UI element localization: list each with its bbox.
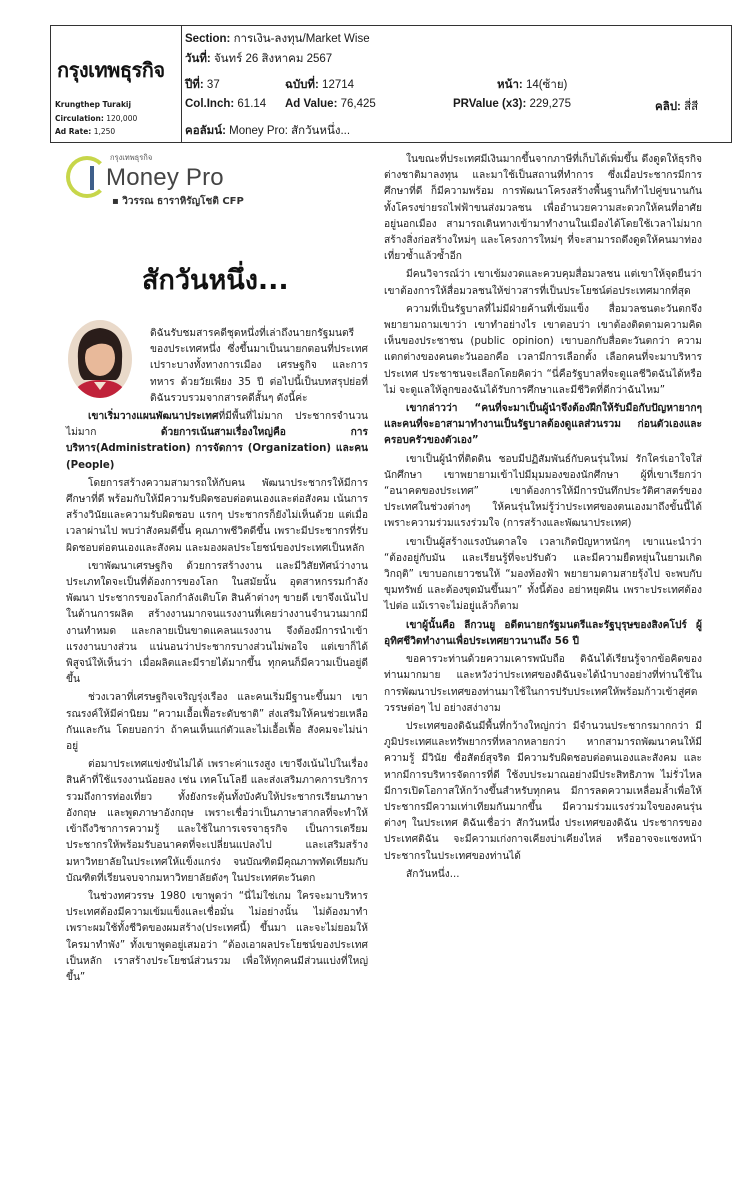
page-field: หน้า: 14(ซ้าย) [497, 79, 568, 91]
date-row: วันที่: จันทร์ 26 สิงหาคม 2567 [185, 53, 333, 65]
colinch-field: Col.Inch: 61.14 [185, 98, 267, 110]
paragraph: โดยการสร้างความสามารถให้กับคน พัฒนาประชากรให้มีการศึกษาที่ดี พร้อมกับให้มีความรับผิดชอบต่อตนเองและต่อสังคม เน้นการสร้างวินัยและความรับผิดชอบ แรกๆ ประชากรก็ยังไม่เห็นด้วย แต่เมื่อเวลาผ่านไป พบว่าสังคมดีขึ้น คุณภาพชีวิตดีขึ้น เพราะมีประชากรที่รับผิดชอบต่อตนเองและสังคม และมองผลประโยชน์ของประเทศเป็นหลัก [66, 477, 368, 554]
paragraph: ในขณะที่ประเทศมีเงินมากขึ้นจากภาษีที่เก็บได้เพิ่มขึ้น ดึงดูดให้ธุรกิจต่างชาติมาลงทุน และมาใช้เป็นสถานที่ทำการ ซึ่งเมื่อประชากรมีการศึกษาที่ดี ก็มีความพร้อม การพัฒนาโครงสร้างพื้นฐานก็ทำไปคู่ขนานกัน ทั้งโครงข่ายรถไฟฟ้าขนส่งมวลชน เพื่ออำนวยความสะดวกให้คนที่อาศัยอยู่นอกเมือง สามารถเดินทางเข้ามาทำงานในเมืองได้โดยใช้เวลาไม่มาก สร้างสิ่งก่อสร้างใหม่ๆ และโครงการใหม่ๆ ที่จะสามารถดึงดูดให้คนมาท่องเที่ยวซ้ำแล้วซ้ำอีก [384, 154, 702, 263]
brand-small-label: กรุงเทพธุรกิจ [110, 153, 153, 162]
paragraph: ในช่วงทศวรรษ 1980 เขาพูดว่า “นี่ไม่ใช่เกม ใครจะมาบริหารประเทศต้องมีความเข้มแข็งและเชื่อมั่น ไม่อย่างนั้น ไม่ต้องมาทำ เพราะผมใช้ทั้งชีวิตของผมสร้าง(ประเทศนี้) ขึ้นมา และจะไม่ยอมให้ใครมาทำพัง” ทั้งเขาพูดอยู่เสมอว่า “ต้องเอาผลประโยชน์ของประเทศเป็นหลัก เราสร้างประโยชน์ส่วนรวม เพื่อให้ทุกคนมีส่วนแบ่งที่ใหญ่ขึ้น” [66, 890, 368, 983]
money-pro-badge [66, 152, 256, 212]
article-right-column [384, 152, 702, 885]
paragraph: ความที่เป็นรัฐบาลที่ไม่มีฝ่ายค้านที่เข้มแข็ง สื่อมวลชนตะวันตกจึงพยายามถามเขาว่า เขาทำอย่างไร เขาตอบว่า เขาต้องติดตามความคิดเห็นของประชาชน (public opinion) เขาบอกกับสื่อตะวันตกว่า ความแตกต่างของคนตะวันออกคือ เวลามีการเลือกตั้ง เลือกคนที่จะมาบริหารประเทศ ประชาชนจะเลือกโดยคิดว่า “นี่คือรัฐบาลที่จะดูแลชีวิตฉันได้หรือไม่ จะดูแลให้ลูกของฉันได้รับการศึกษาและมีชีวิตที่ดีกว่าฉันไหม” [384, 303, 702, 396]
ad-rate: Ad Rate: 1,250 [55, 127, 116, 136]
section-row: Section: การเงิน-ลงทุน/Market Wise [185, 33, 370, 45]
paragraph: ขอคารวะท่านด้วยความเคารพนับถือ ดิฉันได้เรียนรู้จากข้อคิดของท่านมากมาย และหวังว่าประเทศของดิฉันจะได้นำบางอย่างที่ท่านใช้ในการพัฒนาประเทศของท่านมาใช้ในการปรับประเทศให้พร้อมก้าวเข้าสู่ศตวรรษต่อๆ ไป อย่างสง่างาม [384, 654, 702, 714]
brand-bar-icon [90, 166, 94, 190]
circulation: Circulation: 120,000 [55, 114, 138, 123]
column-row: คอลัมน์: Money Pro: สักวันหนึ่ง... [185, 125, 351, 137]
paragraph: เขาเป็นผู้นำที่ติดดิน ชอบมีปฏิสัมพันธ์กับคนรุ่นใหม่ รักใคร่เอาใจใส่นักศึกษา เขาพยายามเข้าไปมีมุมมองของนักศึกษา ผู้ที่เขาเรียกว่า “อนาคตของประเทศ” เขาต้องการให้มีการบันทึกประวัติศาสตร์ของประเทศในช่วงต่างๆ ให้คนรุ่นใหม่รู้ว่าประเทศของตนเองมาถึงขั้นนี้ได้เพราะความร่วมแรงร่วมใจ (การสร้างและพัฒนาประเทศ) [384, 453, 702, 530]
paragraph: ดิฉันรับชมสารคดีชุดหนึ่งที่เล่าถึงนายกรัฐมนตรีของประเทศหนึ่ง ซึ่งขึ้นมาเป็นนายกตอนที่ประเทศเปราะบางทั้งทางการเมือง เศรษฐกิจ และการทหาร ด้วยวัยเพียง 35 ปี ต่อไปนี้เป็นบทสรุปย่อที่ดิฉันรวบรวมจากสารคดีสั้นๆ ดังนี้ค่ะ [150, 328, 368, 404]
article-title: สักวันหนึ่ง... [142, 265, 289, 296]
paragraph: ประเทศของดิฉันมีพื้นที่กว้างใหญ่กว่า มีจำนวนประชากรมากกว่า มีภูมิประเทศและทรัพยากรที่หลากหลายกว่า หากสามารถพัฒนาคนให้มีความรู้ มีวินัย ซื่อสัตย์สุจริต มีความรับผิดชอบต่อตนเองและสังคม และหากมีการบริหารจัดการที่ดี ใช้งบประมาณอย่างมีประสิทธิภาพ ไม่รั่วไหล มีการเปิดโอกาสให้กว้างขึ้นสำหรับทุกคน มีการลดความเหลื่อมล้ำเพื่อให้ประชากรมีความเท่าเทียมกันมากขึ้น มีความร่วมแรงร่วมใจของคนรุ่นต่างๆ ในประเทศ ดิฉันเชื่อว่า สักวันหนึ่ง ประเทศของดิฉัน ประชากรของประเทศดิฉัน จะมีความเก่งกาจเคียงบ่าเคียงไหล่ หรืออาจจะแซงหน้าประชากรในประเทศของท่านได้ [384, 720, 702, 862]
header-publication-cell [51, 26, 182, 142]
prvalue-field: PRValue (x3): 229,275 [453, 98, 572, 110]
paragraph: สักวันหนึ่ง... [406, 868, 460, 880]
paragraph: ต่อมาประเทศแข่งขันไม่ได้ เพราะค่าแรงสูง เขาจึงเน้นไปในเรื่องสินค้าที่ใช้แรงงานน้อยลง เช่น เทคโนโลยี และส่งเสริมภาคการบริการ รวมถึงการท่องเที่ยว ทั้งยังกระตุ้นทั้งบังคับให้ประชากรเรียนภาษาอังกฤษ และพูดภาษาอังกฤษ เพราะเชื่อว่าเป็นภาษาสากลที่จะทำให้เข้าถึงวิชาการความรู้ และใช้ในการเจรจาธุรกิจ เป็นการเตรียมประชากรให้พร้อมรับอนาคตที่จะเปลี่ยนแปลงไป และเสริมสร้างมหาวิทยาลัยในประเทศให้แข็งแกร่ง จนบัณฑิตมีคุณภาพทัดเทียมกับบัณฑิตที่เรียนจบจากมหาวิทยาลัยดังๆ ในประเทศตะวันตก [66, 759, 368, 884]
clip-field: คลิป: สี่สี [655, 101, 699, 113]
paragraph: เขากล่าวว่า “คนที่จะมาเป็นผู้นำจึงต้องฝึกให้รับมือกับปัญหายากๆ และคนที่จะอาสามาทำงานเป็นรัฐบาลต้องดูแลส่วนรวม ก่อนตัวเองและครอบครัวของตัวเอง” [384, 403, 702, 447]
paragraph: เขาเริ่มวางแผนพัฒนาประเทศที่มีพื้นที่ไม่มาก ประชากรจำนวนไม่มาก ด้วยการเน้นสามเรื่องใหญ่คือ การบริหาร(Administration) การจัดการ (Organization) และคน (People) [66, 411, 368, 471]
paragraph: ช่วงเวลาที่เศรษฐกิจเจริญรุ่งเรือง และคนเริ่มมีฐานะขึ้นมา เขารณรงค์ให้มีค่านิยม “ความเอื้อเฟื้อระดับชาติ” ส่งเสริมให้คนช่วยเหลือกันและกัน โดยบอกว่า ถ้าคนเห็นแก่ตัวและไม่เอื้อเฟื้อ สังคมจะไม่น่าอยู่ [66, 692, 368, 753]
header-meta-cell [185, 26, 731, 142]
publication-logo: กรุงเทพธุรกิจ [57, 58, 165, 82]
year-field: ปีที่: 37 [185, 79, 220, 91]
paragraph: เขาเป็นผู้สร้างแรงบันดาลใจ เวลาเกิดปัญหาหนักๆ เขาแนะนำว่า “ต้องอยู่กับมัน และเรียนรู้ที่จะปรับตัว และมีความยืดหยุ่นในยามเกิดวิกฤติ” เขาบอกเยาวชนให้ “มองท้องฟ้า พยายามตามสายรุ้งไป จะพบกับขุมทรัพย์ และต้องขุดมันขึ้นมา” ทั้งนี้ต้อง อย่าหยุดฝัน เพราะประเทศต้องไปต่อ แม้เราจะไม่อยู่แล้วก็ตาม [384, 536, 702, 613]
article-left-column [66, 326, 368, 988]
clipping-header [50, 25, 732, 143]
author-byline: ▪ วิวรรณ ธาราหิรัญโชติ CFP [112, 196, 244, 207]
paragraph: เขาผู้นั้นคือ ลีกวนยู อดีตนายกรัฐมนตรีและรัฐบุรุษของสิงคโปร์ ผู้อุทิศชีวิตทำงานเพื่อประเทศยาวนานถึง 56 ปี [384, 619, 702, 647]
advalue-field: Ad Value: 76,425 [285, 98, 376, 110]
issue-field: ฉบับที่: 12714 [285, 79, 355, 91]
brand-ring-icon [66, 156, 108, 198]
publication-name-en: Krungthep Turakij [55, 100, 132, 109]
paragraph: มีคนวิจารณ์ว่า เขาเข้มงวดและควบคุมสื่อมวลชน แต่เขาให้จุดยืนว่าเขาต้องการให้สื่อมวลชนให้ข่าวสารที่เป็นประโยชน์ต่อประเทศมากที่สุด [384, 269, 702, 297]
paragraph: เขาพัฒนาเศรษฐกิจ ด้วยการสร้างงาน และมีวิสัยทัศน์ว่างานประเภทใดจะเป็นที่ต้องการของโลก ในสมัยนั้น อุตสาหกรรมกำลังพัฒนา ประชากรของโลกกำลังเติบโต สินค้าต่างๆ ขายดี เขาจึงเน้นไปในด้านการผลิต สร้างงานมากจนแรงงานที่เคยว่างงานจำนวนมากมีงานทำหมด และกลายเป็นขาดแคลนแรงงาน จึงต้องมีการนำเข้าแรงงานบางส่วน แน่นอนว่าประชากรบางส่วนไม่พอใจ แต่เขาก็ได้พิสูจน์ให้เห็นว่า เมื่อผลิตและมีรายได้มากขึ้น ทุกคนก็มีความเป็นอยู่ดีขึ้น [66, 560, 368, 686]
brand-label: Money Pro [106, 164, 224, 191]
